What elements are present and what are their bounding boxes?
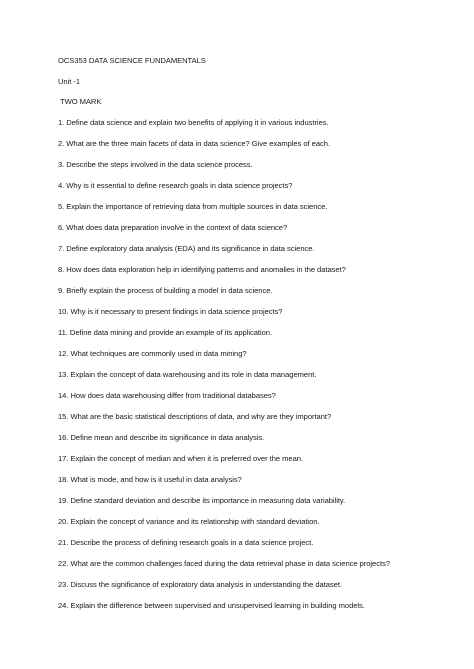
question-item: 15. What are the basic statistical descriptions of data, and why are they important? [58,412,332,421]
question-item: 18. What is mode, and how is it useful in data analysis? [58,475,242,484]
question-item: 17. Explain the concept of median and when it is preferred over the mean. [58,454,303,463]
question-item: 19. Define standard deviation and describe its importance in measuring data variability. [58,496,346,505]
question-item: 20. Explain the concept of variance and its relationship with standard deviation. [58,517,320,526]
question-item: 21. Describe the process of defining research goals in a data science project. [58,538,314,547]
document-content [58,56,458,622]
question-item: 10. Why is it necessary to present findings in data science projects? [58,307,283,316]
question-item: 5. Explain the importance of retrieving data from multiple sources in data science. [58,202,328,211]
question-item: 9. Briefly explain the process of building a model in data science. [58,286,273,295]
question-list [58,118,458,622]
question-item: 7. Define exploratory data analysis (EDA) and its significance in data science. [58,244,315,253]
question-item: 6. What does data preparation involve in the context of data science? [58,223,288,232]
question-item: 4. Why is it essential to define research goals in data science projects? [58,181,293,190]
question-item: 14. How does data warehousing differ from traditional databases? [58,391,276,400]
course-title: OCS353 DATA SCIENCE FUNDAMENTALS [58,56,206,65]
question-item: 11. Define data mining and provide an example of its application. [58,328,273,337]
section-heading: TWO MARK [60,97,102,106]
unit-heading: Unit -1 [58,77,81,86]
question-item: 2. What are the three main facets of data in data science? Give examples of each. [58,139,331,148]
question-item: 23. Discuss the significance of exploratory data analysis in understanding the dataset. [58,580,342,589]
question-item: 22. What are the common challenges faced during the data retrieval phase in data science projects? [58,559,390,568]
question-item: 3. Describe the steps involved in the data science process. [58,160,253,169]
question-item: 13. Explain the concept of data warehousing and its role in data management. [58,370,317,379]
question-item: 24. Explain the difference between supervised and unsupervised learning in building models. [58,601,365,610]
question-item: 16. Define mean and describe its significance in data analysis. [58,433,265,442]
question-item: 1. Define data science and explain two benefits of applying it in various industries. [58,118,329,127]
question-item: 12. What techniques are commonly used in data mining? [58,349,247,358]
question-item: 8. How does data exploration help in identifying patterns and anomalies in the dataset? [58,265,346,274]
